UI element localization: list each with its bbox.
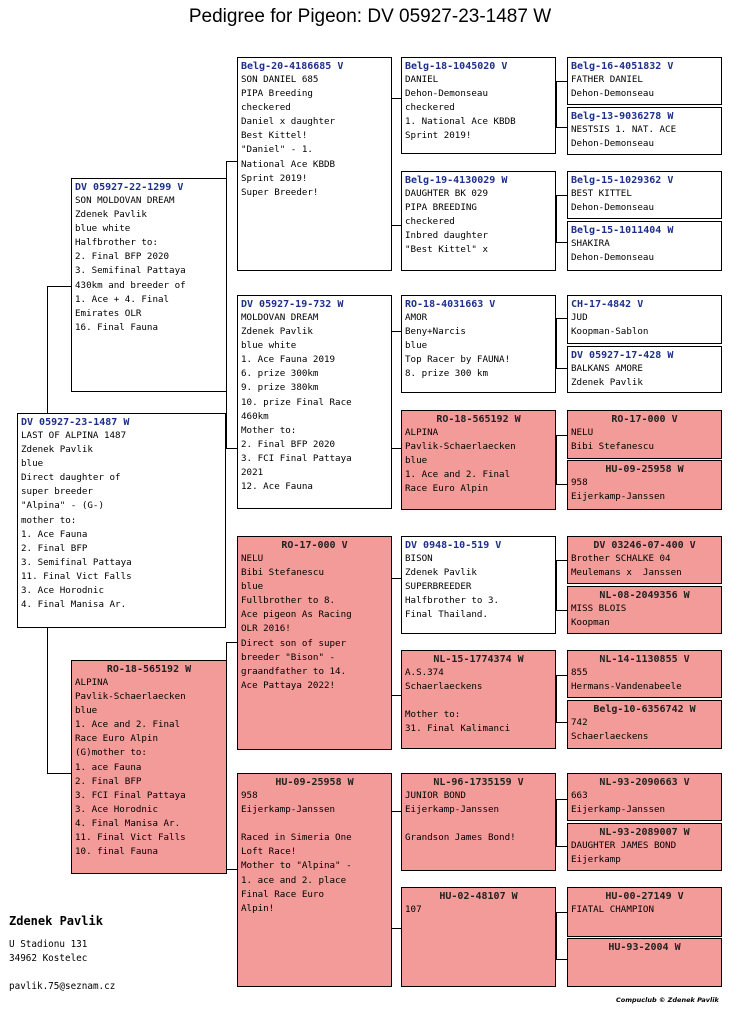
connector-line [556, 560, 567, 561]
ggg-parent-card[interactable] [567, 586, 722, 634]
pigeon-details: JUNIOR BOND Eijerkamp-Janssen Grandson James Bond! [405, 790, 516, 844]
great-grandparent-card[interactable] [401, 650, 556, 749]
ring-number: Belg-19-4130029 W [405, 175, 508, 186]
ggg-parent-card[interactable] [567, 460, 722, 510]
ggg-parent-card[interactable] [567, 107, 722, 155]
ring-number: DV 03246-07-400 V [593, 540, 696, 551]
owner-city: 34962 Kostelec [9, 953, 88, 964]
ggg-parent-card[interactable] [567, 700, 722, 749]
ring-number: HU-93-2004 W [608, 942, 681, 953]
grandparent-card[interactable] [237, 57, 392, 271]
connector-line [391, 225, 401, 226]
connector-line [556, 368, 567, 369]
ggg-parent-card[interactable] [567, 171, 722, 219]
ring-number: DV 05927-17-428 W [571, 350, 674, 361]
ring-number: NL-14-1130855 V [599, 654, 690, 665]
pigeon-details: LAST OF ALPINA 1487 Zdenek Pavlik blue Direct daughter of super breeder "Alpina" - (G-) mother to: 1. Ace Fauna 2. Final BFP 3. Semifinal Pattaya 11. Final Vict Falls 3. Ace Horodnic 4. Final Manisa Ar. [21, 430, 132, 611]
ring-number: RO-18-565192 W [436, 414, 521, 425]
connector-line [391, 331, 401, 332]
great-grandparent-card[interactable] [401, 773, 556, 871]
pigeon-details: DAUGHTER BK 029 PIPA BREEDING checkered Inbred daughter "Best Kittel" x [405, 188, 488, 256]
connector-line [556, 484, 567, 485]
connector-line [47, 286, 71, 287]
ring-number: CH-17-4842 V [571, 299, 644, 310]
ring-number: RO-18-4031663 V [405, 299, 496, 310]
connector-line [556, 675, 557, 723]
connector-line [391, 695, 401, 696]
connector-line [47, 773, 71, 774]
ring-number: NL-15-1774374 W [433, 654, 524, 665]
ring-number: Belg-18-1045020 V [405, 61, 508, 72]
ring-number: DV 0948-10-519 V [405, 540, 502, 551]
pigeon-details: NESTSIS 1. NAT. ACE Dehon-Demonseau [571, 124, 677, 150]
connector-line [391, 928, 401, 929]
great-grandparent-card[interactable] [401, 536, 556, 634]
pigeon-details: 958 Eijerkamp-Janssen [571, 477, 666, 503]
grandparent-card[interactable] [237, 536, 392, 750]
connector-line [226, 869, 237, 870]
ggg-parent-card[interactable] [567, 57, 722, 105]
connector-line [556, 799, 567, 800]
connector-line [556, 127, 567, 128]
owner-name: Zdenek Pavlik [9, 914, 103, 928]
ggg-parent-card[interactable] [567, 773, 722, 821]
ring-number: RO-17-000 V [611, 414, 678, 425]
pigeon-details: JUD Koopman-Sablon [571, 312, 649, 338]
connector-line [226, 161, 237, 162]
owner-street: U Stadionu 131 [9, 939, 88, 950]
pigeon-details: DANIEL Dehon-Demonseau checkered 1. National Ace KBDB Sprint 2019! [405, 74, 516, 142]
connector-line [391, 448, 401, 449]
connector-line [556, 959, 567, 960]
connector-line [556, 610, 567, 611]
ggg-parent-card[interactable] [567, 650, 722, 698]
ring-number: DV 05927-19-732 W [241, 299, 344, 310]
connector-line [47, 627, 48, 774]
ring-number: HU-09-25958 W [275, 777, 354, 788]
ring-number: Belg-13-9036278 W [571, 111, 674, 122]
ring-number: Belg-10-6356742 W [593, 704, 696, 715]
connector-line [556, 846, 567, 847]
pigeon-details: 742 Schaerlaeckens [571, 717, 649, 743]
connector-line [556, 435, 557, 485]
great-grandparent-card[interactable] [401, 410, 556, 510]
ring-number: Belg-15-1029362 V [571, 175, 674, 186]
connector-line [556, 722, 567, 723]
great-grandparent-card[interactable] [401, 57, 556, 154]
ggg-parent-card[interactable] [567, 536, 722, 584]
great-grandparent-card[interactable] [401, 887, 556, 987]
pigeon-details: ALPINA Pavlik-Schaerlaecken blue 1. Ace and 2. Final Race Euro Alpin [405, 427, 516, 495]
pigeon-details: 958 Eijerkamp-Janssen Raced in Simeria One Loft Race! Mother to "Alpina" - 1. ace and 2. place Final Race Euro Alpin! [241, 790, 352, 914]
pigeon-details: SON MOLDOVAN DREAM Zdenek Pavlik blue white Halfbrother to: 2. Final BFP 2020 3. Semifinal Pattaya 430km and breeder of 1. Ace + 4. Final Emirates OLR 16. Final Fauna [75, 195, 186, 333]
ggg-parent-card[interactable] [567, 823, 722, 871]
sire-card[interactable] [71, 178, 227, 392]
ring-number: HU-02-48107 W [439, 891, 518, 902]
connector-line [47, 286, 48, 413]
connector-line [556, 318, 567, 319]
connector-line [556, 799, 557, 847]
pigeon-details: MOLDOVAN DREAM Zdenek Pavlik blue white 1. Ace Fauna 2019 6. prize 300km 9. prize 380km 10. prize Final Race 460km Mother to: 2. Final BFP 2020 3. FCI Final Pattaya 2021 12. Ace Fauna [241, 312, 352, 493]
pigeon-details: BISON Zdenek Pavlik SUPERBREEDER Halfbrother to 3. Final Thailand. [405, 553, 500, 621]
connector-line [556, 912, 557, 960]
subject-pigeon-card[interactable] [17, 413, 226, 628]
connector-line [556, 560, 557, 611]
ggg-parent-card[interactable] [567, 346, 722, 393]
ggg-parent-card[interactable] [567, 221, 722, 271]
ring-number: DV 05927-23-1487 W [21, 417, 130, 428]
connector-line [226, 642, 237, 643]
pigeon-details: 107 [405, 904, 422, 915]
ggg-parent-card[interactable] [567, 295, 722, 344]
ring-number: NL-08-2049356 W [599, 590, 690, 601]
pigeon-details: SON DANIEL 685 PIPA Breeding checkered Daniel x daughter Best Kittel! "Daniel" - 1. National Ace KBDB Sprint 2019! Super Breeder! [241, 74, 336, 198]
ggg-parent-card[interactable] [567, 410, 722, 459]
pigeon-details: ALPINA Pavlik-Schaerlaecken blue 1. Ace and 2. Final Race Euro Alpin (G)mother to: 1. ace Fauna 2. Final BFP 3. FCI Final Pattaya 3. Ace Horodnic 4. Final Manisa Ar. 11. Final Vict Falls 10. final Fauna [75, 677, 186, 858]
ring-number: DV 05927-22-1299 V [75, 182, 184, 193]
connector-line [391, 578, 401, 579]
ring-number: Belg-15-1011404 W [571, 225, 674, 236]
pigeon-details: 663 Eijerkamp-Janssen [571, 790, 666, 816]
connector-line [556, 195, 567, 196]
page-title: Pedigree for Pigeon: DV 05927-23-1487 W [188, 6, 552, 27]
ring-number: Belg-16-4051832 V [571, 61, 674, 72]
ring-number: Belg-20-4186685 V [241, 61, 344, 72]
connector-line [556, 912, 567, 913]
pigeon-details: BEST KITTEL Dehon-Demonseau [571, 188, 654, 214]
connector-line [556, 81, 567, 82]
great-grandparent-card[interactable] [401, 171, 556, 271]
connector-line [391, 811, 401, 812]
ring-number: NL-93-2090663 V [599, 777, 690, 788]
ring-number: HU-09-25958 W [605, 464, 684, 475]
connector-line [556, 195, 557, 243]
connector-line [556, 435, 567, 436]
pigeon-details: AMOR Beny+Narcis blue Top Racer by FAUNA! 8. prize 300 km [405, 312, 511, 380]
connector-line [391, 98, 401, 99]
connector-line [556, 318, 557, 369]
grandparent-card[interactable] [237, 773, 392, 987]
pigeon-details: NELU Bibi Stefanescu [571, 427, 654, 453]
connector-line [556, 81, 557, 128]
ring-number: RO-18-565192 W [106, 664, 192, 675]
pigeon-details: A.S.374 Schaerlaeckens Mother to: 31. Final Kalimanci [405, 667, 511, 735]
pigeon-details: NELU Bibi Stefanescu blue Fullbrother to 8. Ace pigeon As Racing OLR 2016! Direct son of super breeder "Bison" - graandfather to 14. Ace Pattaya 2022! [241, 553, 352, 691]
ring-number: HU-00-27149 V [605, 891, 684, 902]
pigeon-details: FIATAL CHAMPION [571, 904, 654, 915]
dam-card[interactable] [71, 660, 227, 874]
ring-number: NL-93-2089007 W [599, 827, 690, 838]
connector-line [556, 242, 567, 243]
ggg-parent-card[interactable] [567, 938, 722, 987]
pigeon-details: 855 Hermans-Vandenabeele [571, 667, 682, 693]
grandparent-card[interactable] [237, 295, 392, 509]
pigeon-details: SHAKIRA Dehon-Demonseau [571, 238, 654, 264]
pigeon-details: Brother SCHALKE 04 Meulemans x Janssen [571, 553, 682, 579]
pigeon-details: FATHER DANIEL Dehon-Demonseau [571, 74, 654, 100]
pigeon-details: MISS BLOIS Koopman [571, 603, 627, 629]
footer-credit: Compuclub © Zdenek Pavlik [616, 996, 719, 1004]
connector-line [556, 675, 567, 676]
ggg-parent-card[interactable] [567, 887, 722, 937]
owner-email: pavlik.75@seznam.cz [9, 981, 116, 992]
ring-number: RO-17-000 V [281, 540, 348, 551]
pigeon-details: BALKANS AMORE Zdenek Pavlik [571, 363, 643, 389]
pigeon-details: DAUGHTER JAMES BOND Eijerkamp [571, 840, 677, 866]
connector-line [226, 448, 237, 449]
ring-number: NL-96-1735159 V [433, 777, 524, 788]
great-grandparent-card[interactable] [401, 295, 556, 393]
